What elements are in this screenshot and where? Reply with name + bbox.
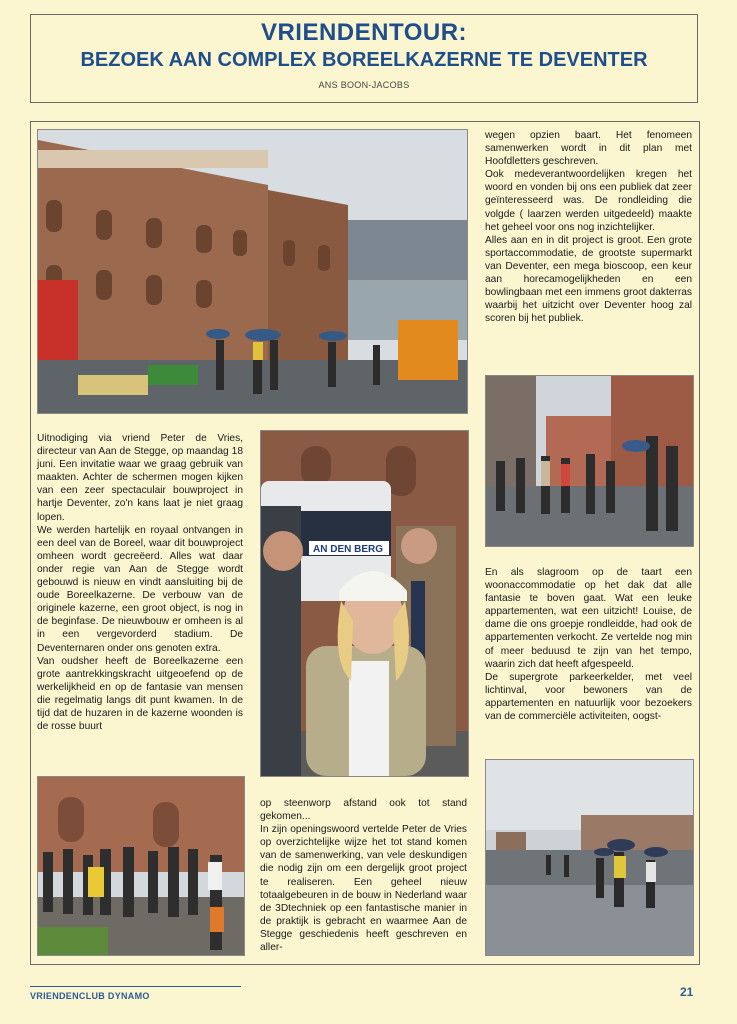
photo-louise-helmet [260,430,469,777]
column-left-middle [37,432,243,733]
photo-group-brick [37,776,245,956]
paragraph: Van oudsher heeft de Boreelkazerne een grote aantrekkingskracht uitgeoefend op de werkelijkheid en op de fantasie van mensen die regelmatig langs dit punt kwamen. In de tijd dat de huzaren in de kazerne woonden is de rosse buurt [37,655,243,733]
photo-group-tour [485,375,694,547]
paragraph: De supergrote parkeerkelder, met veel lichtinval, voor bewoners van de appartementen en natuurlijk voor bezoekers van de commerciële activiteiten, oogst- [485,671,692,723]
page-number: 21 [680,985,694,999]
article-subtitle: BEZOEK AAN COMPLEX BOREELKAZERNE TE DEVENTER [80,49,648,71]
paragraph: Uitnodiging via vriend Peter de Vries, directeur van Aan de Stegge, op maandag 18 juni. Een invitatie waar we graag gebruik van maakten. Achter de schermen mogen kijken van een zeer spectaculair bouwproject in hartje Deventer, zo'n kans laat je niet graag lopen. [37,433,243,523]
paragraph: wegen opzien baart. Het fenomeen samenwerken wordt in dit plan met Hoofdletters geschreven. [485,130,692,168]
byline: ANS BOON-JACOBS [318,80,410,90]
photo-group-tour-image [486,376,693,546]
header-box [30,14,698,103]
paragraph: op steenworp afstand ook tot stand gekomen... [260,798,467,823]
paragraph: Ook medeverantwoordelijken kregen het woord en vonden bij ons een publiek dat zeer geïnteresseerd was. De rondleiding die volgde ( laarzen werden uitgedeeld) maakte het geheel voor ons nog inzichtelijker. [485,169,692,233]
paragraph: Alles aan en in dit project is groot. Een grote sportaccommodatie, de grootste supermarkt van Deventer, een mega bioscoop, een keur aan horecamogelijkheden en een bowlingbaan met een immens groot dakterras waarbij het uitzicht over Deventer hoog zal scoren bij het publiek. [485,234,692,325]
photo-louise-helmet-image [261,431,468,776]
photo-boreelkazerne [37,129,468,414]
photo-rainy-site [485,759,694,956]
footer-rule [30,986,241,987]
photo-boreelkazerne-image [38,130,467,413]
bus-sign: AN DEN BERG [313,544,384,555]
column-right-middle [485,566,692,723]
paragraph: In zijn openingswoord vertelde Peter de Vries op overzichtelijke wijze het tot stand komen van de samenwerking, van vele deskundigen die nodig zijn om een dergelijk groot project te realiseren. Een geheel nieuw totaalgebeuren in de bouw in Nederland waar de 3Dtechniek op een fantastische manier in de praktijk is gebracht en waarmee Aan de Stegge geschiedenis heeft geschreven en aller- [260,824,467,954]
article-title: VRIENDENTOUR: [260,19,468,46]
paragraph: En als slagroom op de taart een woonaccommodatie op het dak dat alle fantasie te boven gaat. Wat een leuke appartementen, wat een uitzicht! Louise, de dame die ons groepje rondleidde, had ook de appartementen verkocht. Ze vertelde nog min of meer beduusd te zijn van het tempo, waarin zich dat heeft afgespeeld. [485,567,692,670]
footer-club-name: VRIENDENCLUB DYNAMO [30,991,150,1001]
column-center-bottom [260,797,467,954]
photo-group-brick-image [38,777,244,955]
paragraph: We werden hartelijk en royaal ontvangen in een deel van de Boreel, waar dit bouwproject omheen wordt gecreëerd. Alles wat daar onder regie van Aan de Stegge wordt gebouwd is nieuw en vindt aansluiting bij de oude Boreelkazerne. De verbouw van de originele kazerne, een groot object, is nog in de beginfase. De nieuwbouw er omheen is al in een vergevorderd stadium. De Deventernaren onder ons genoten extra. [37,524,243,654]
column-right-top [485,129,692,325]
photo-rainy-site-image [486,760,693,955]
